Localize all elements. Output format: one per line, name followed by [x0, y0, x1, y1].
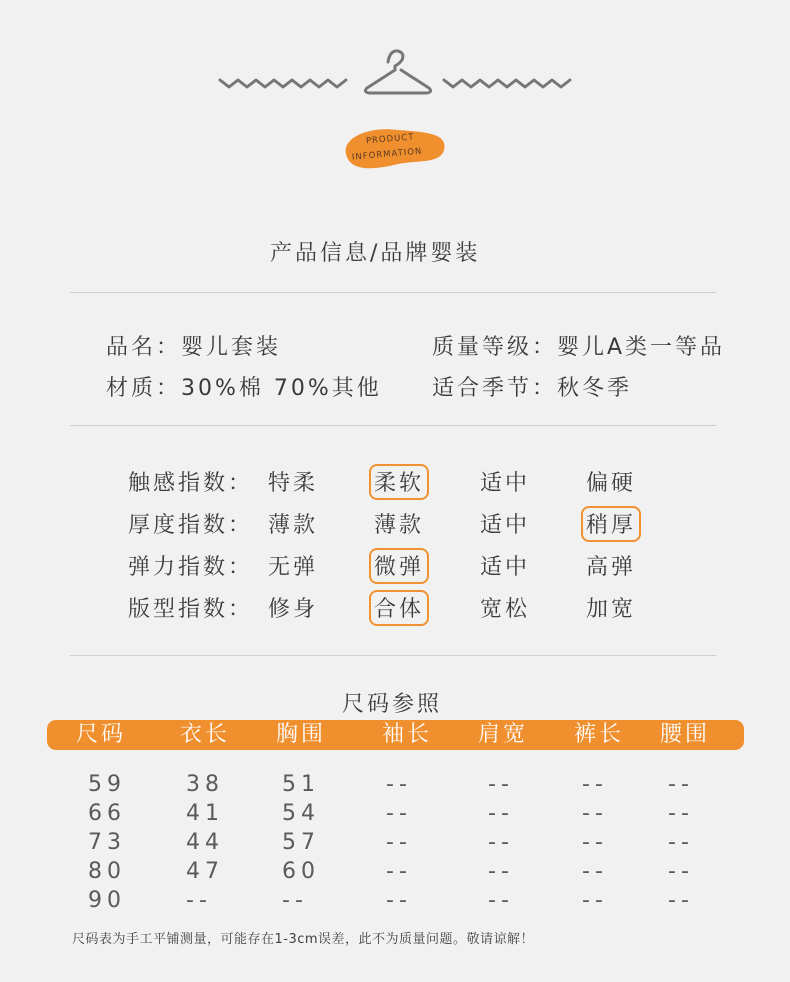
table-cell: 38 [186, 772, 224, 797]
table-cell: -- [582, 859, 608, 884]
table-cell: 73 [88, 830, 126, 855]
table-cell: 47 [186, 859, 224, 884]
table-cell: -- [386, 888, 412, 913]
index-option: 适中 [480, 471, 531, 496]
wavy-line-left-icon [220, 80, 346, 87]
index-label-elasticity: 弹力指数： [128, 555, 254, 580]
table-cell: -- [582, 801, 608, 826]
table-cell: -- [386, 801, 412, 826]
size-header-size: 尺码 [76, 722, 127, 747]
table-cell: -- [488, 888, 514, 913]
size-header-pants: 裤长 [574, 722, 625, 747]
index-option: 特柔 [268, 471, 319, 496]
table-cell: -- [488, 772, 514, 797]
table-cell: -- [488, 859, 514, 884]
divider-2 [70, 425, 716, 426]
index-label-thickness: 厚度指数： [128, 513, 254, 538]
table-cell: -- [488, 801, 514, 826]
size-header-sleeve: 袖长 [382, 722, 433, 747]
table-cell: -- [186, 888, 212, 913]
index-option: 加宽 [586, 597, 637, 622]
table-cell: 44 [186, 830, 224, 855]
index-label-fit: 版型指数： [128, 597, 254, 622]
table-cell: 66 [88, 801, 126, 826]
table-cell: 60 [282, 859, 320, 884]
table-cell: -- [582, 830, 608, 855]
info-product-name: 品名：婴儿套装 [106, 335, 282, 360]
size-header-chest: 胸围 [276, 722, 327, 747]
badge-line1: PRODUCT [365, 132, 415, 147]
size-header-waist: 腰围 [660, 722, 711, 747]
table-cell: -- [282, 888, 308, 913]
hanger-decoration [0, 40, 790, 110]
table-cell: -- [668, 801, 694, 826]
info-season: 适合季节：秋冬季 [432, 376, 633, 401]
divider-3 [70, 655, 716, 656]
index-option: 宽松 [480, 597, 531, 622]
index-option: 高弹 [586, 555, 637, 580]
index-option: 适中 [480, 513, 531, 538]
table-cell: -- [488, 830, 514, 855]
table-cell: -- [386, 859, 412, 884]
index-option: 无弹 [268, 555, 319, 580]
table-cell: 57 [282, 830, 320, 855]
measurement-footnote: 尺码表为手工平铺测量，可能存在1-3cm误差，此不为质量问题。敬请谅解！ [72, 932, 535, 947]
section-title: 产品信息/品牌婴装 [270, 241, 481, 266]
size-chart-title: 尺码参照 [342, 692, 443, 717]
info-quality-grade: 质量等级：婴儿A类一等品 [432, 335, 726, 360]
table-cell: -- [668, 859, 694, 884]
table-cell: -- [668, 830, 694, 855]
table-cell: -- [386, 772, 412, 797]
table-cell: -- [386, 830, 412, 855]
table-cell: -- [668, 772, 694, 797]
index-option: 适中 [480, 555, 531, 580]
index-label-touch: 触感指数： [128, 471, 254, 496]
table-cell: -- [582, 772, 608, 797]
table-cell: -- [668, 888, 694, 913]
badge-line2: INFORMATION [351, 146, 423, 163]
index-option: 薄款 [268, 513, 319, 538]
index-option-selected: 稍厚 [581, 506, 641, 542]
index-option: 修身 [268, 597, 319, 622]
table-cell: 80 [88, 859, 126, 884]
size-header-shoulder: 肩宽 [478, 722, 529, 747]
index-option-selected: 微弹 [369, 548, 429, 584]
divider-1 [70, 292, 716, 293]
table-cell: 41 [186, 801, 224, 826]
hanger-icon [365, 51, 430, 93]
table-cell: 90 [88, 888, 126, 913]
table-cell: 51 [282, 772, 320, 797]
wavy-line-right-icon [444, 80, 570, 87]
info-material: 材质：30%棉 70%其他 [106, 376, 382, 401]
table-cell: 59 [88, 772, 126, 797]
table-cell: 54 [282, 801, 320, 826]
size-header-length: 衣长 [180, 722, 231, 747]
index-option-selected: 合体 [369, 590, 429, 626]
index-option: 偏硬 [586, 471, 637, 496]
table-cell: -- [582, 888, 608, 913]
index-option: 薄款 [374, 513, 425, 538]
index-option-selected: 柔软 [369, 464, 429, 500]
product-information-badge [338, 120, 450, 178]
